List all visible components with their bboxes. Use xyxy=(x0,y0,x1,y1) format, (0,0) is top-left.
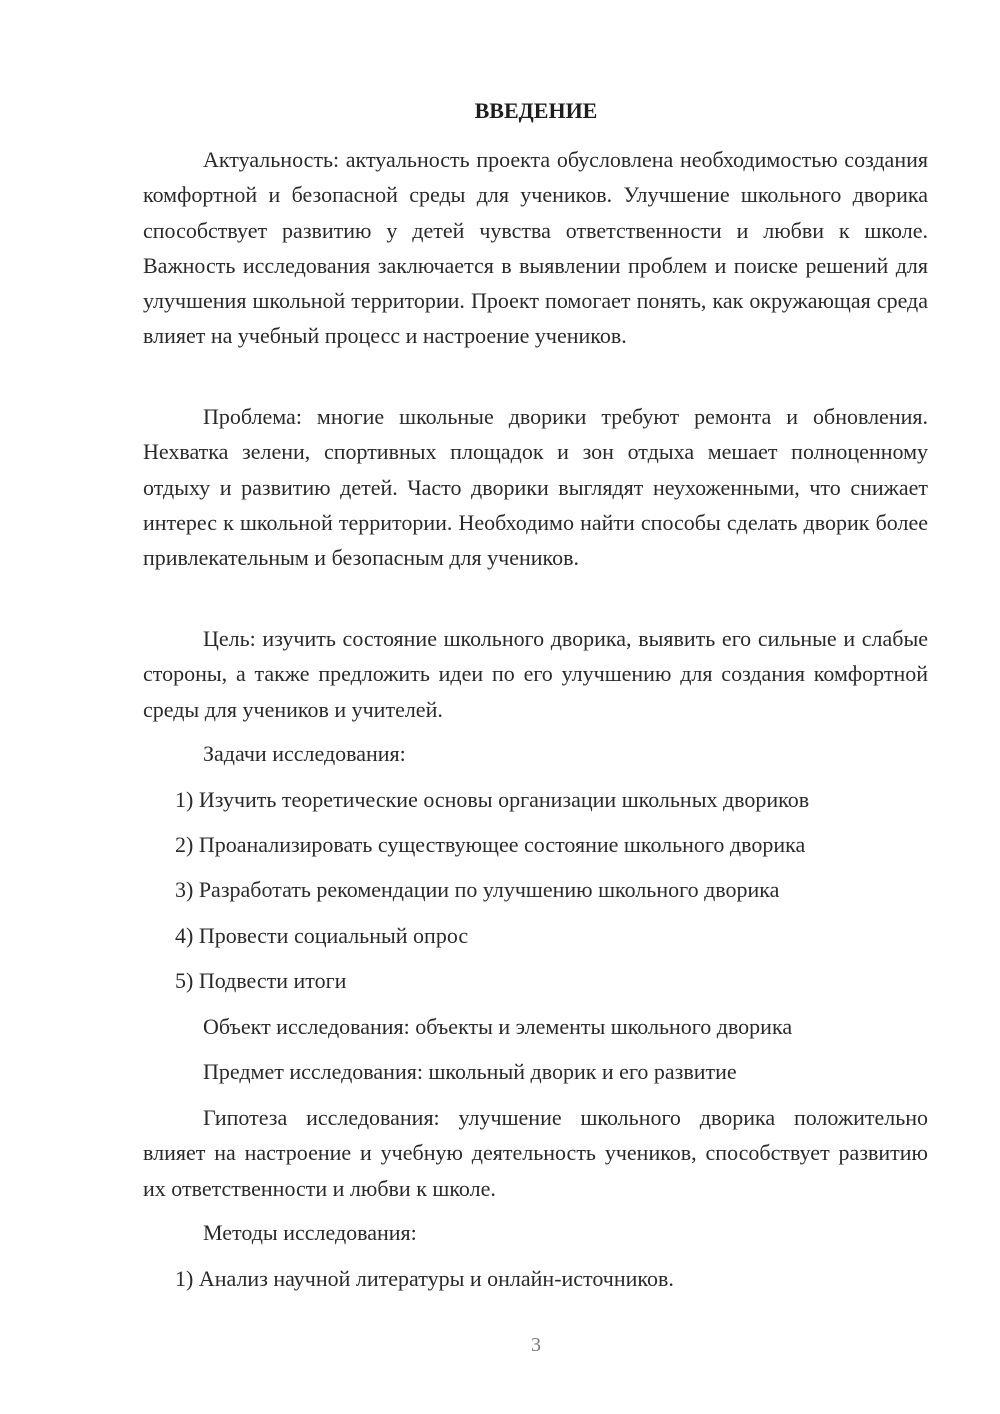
task-item-3: 3) Разработать рекомендации по улучшению школьного дворика xyxy=(175,877,780,902)
section-title: ВВЕДЕНИЕ xyxy=(474,98,598,123)
task-item-4: 4) Провести социальный опрос xyxy=(175,923,469,948)
task-item-5: 5) Подвести итоги xyxy=(175,968,347,993)
goal-paragraph: Цель: изучить состояние школьного дворика, выявить его сильные и слабые стороны, а также предложить идеи по его улучшению для создания комфортной среды для учеников и учителей. xyxy=(143,626,928,722)
tasks-heading: Задачи исследования: xyxy=(203,741,406,766)
page-number: 3 xyxy=(531,1334,541,1356)
research-subject: Предмет исследования: школьный дворик и его развитие xyxy=(203,1059,737,1084)
task-item-2: 2) Проанализировать существующее состояние школьного дворика xyxy=(175,832,806,857)
methods-heading: Методы исследования: xyxy=(203,1220,417,1245)
method-item-1: 1) Анализ научной литературы и онлайн-источников. xyxy=(175,1266,674,1291)
relevance-paragraph: Актуальность: актуальность проекта обусловлена необходимостью создания комфортной и безопасной среды для учеников. Улучшение школьного дворика способствует развитию у детей чувства ответственности и любви к школе. Важность исследования заключается в выявлении проблем и поиске решений для улучшения школьной территории. Проект помогает понять, как окружающая среда влияет на учебный процесс и настроение учеников. xyxy=(143,147,928,349)
problem-paragraph: Проблема: многие школьные дворики требуют ремонта и обновления. Нехватка зелени, спортивных площадок и зон отдыха мешает полноценному отдыху и развитию детей. Часто дворики выглядят неухоженными, что снижает интерес к школьной территории. Необходимо найти способы сделать дворик более привлекательным и безопасным для учеников. xyxy=(143,404,928,571)
research-object: Объект исследования: объекты и элементы школьного дворика xyxy=(203,1014,793,1039)
hypothesis-paragraph: Гипотеза исследования: улучшение школьного дворика положительно влияет на настроение и учебную деятельность учеников, способствует развитию их ответственности и любви к школе. xyxy=(143,1105,928,1201)
task-item-1: 1) Изучить теоретические основы организации школьных двориков xyxy=(175,787,810,812)
